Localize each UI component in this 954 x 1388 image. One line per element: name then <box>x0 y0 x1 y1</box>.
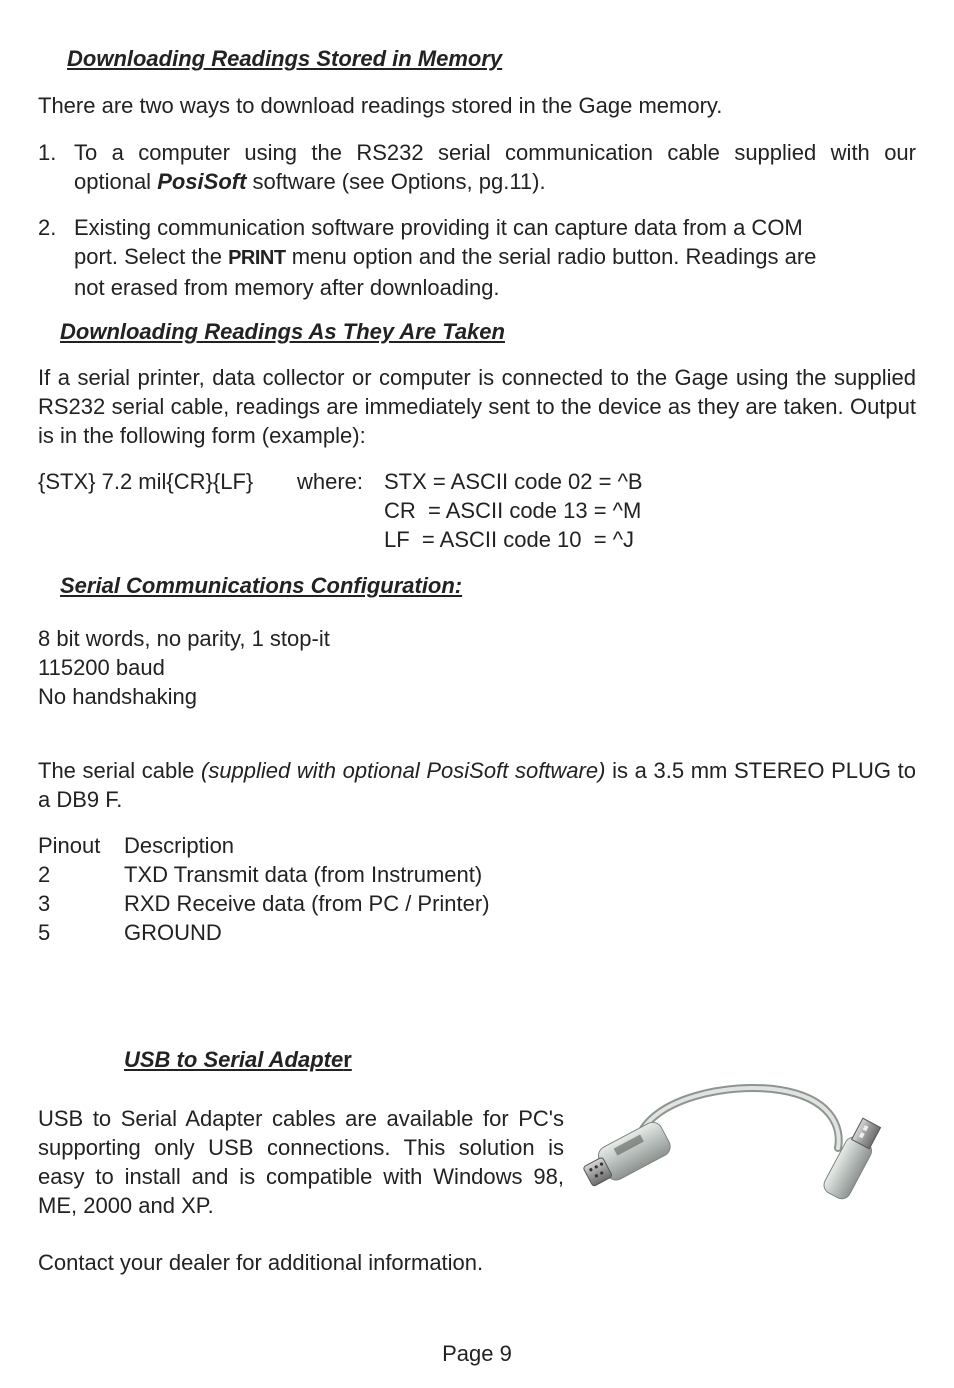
list-number: 2. <box>38 215 57 240</box>
heading-downloading-stored: Downloading Readings Stored in Memory <box>67 46 503 71</box>
italic-note: (supplied with optional PosiSoft software) <box>201 758 606 783</box>
pinout-table <box>0 831 954 951</box>
print-keyword: PRINT <box>228 247 286 269</box>
heading-text: USB to Serial Adapte <box>124 1047 344 1072</box>
code-line: CR = ASCII code 13 = ^M <box>384 498 642 523</box>
list-line <box>74 167 916 196</box>
contact-text: Contact your dealer for additional information. <box>38 1250 484 1275</box>
pin-description: TXD Transmit data (from Instrument) <box>124 862 483 887</box>
code-line: STX = ASCII code 02 = ^B <box>384 469 643 494</box>
heading-downloading-taken: Downloading Readings As They Are Taken <box>60 319 505 344</box>
list-item-text <box>74 138 916 196</box>
text-span: port. Select the <box>74 244 229 269</box>
list-line: Existing communication software providing it can capture data from a COM <box>74 215 803 240</box>
code-line: LF = ASCII code 10 = ^J <box>384 527 635 552</box>
text-span: is a 3.5 mm STEREO PLUG to a DB9 F. <box>38 758 916 812</box>
page-number: Page 9 <box>442 1341 512 1366</box>
where-label: where: <box>297 469 364 494</box>
heading-usb-adapter <box>124 1045 352 1074</box>
brand-posisoft: PosiSoft <box>157 169 247 194</box>
list-line: not erased from memory after downloading. <box>74 275 500 300</box>
list-item-text <box>74 213 916 302</box>
text-span: menu option and the serial radio button. Readings are <box>285 244 817 269</box>
text-span: optional <box>74 169 158 194</box>
text-span: The serial cable <box>38 758 201 783</box>
list-line <box>74 242 916 273</box>
intro-text: There are two ways to download readings stored in the Gage memory. <box>38 93 723 118</box>
list-item-1 <box>0 138 954 198</box>
pinout-header: Pinout <box>38 833 101 858</box>
heading-text-end: r <box>343 1047 352 1072</box>
list-item-2 <box>0 213 954 303</box>
config-line: 115200 baud <box>38 655 165 680</box>
list-line: To a computer using the RS232 serial communication cable supplied with our <box>74 140 916 165</box>
config-line: 8 bit words, no parity, 1 stop-it <box>38 626 330 651</box>
text-span: software (see Options, pg.11). <box>246 169 546 194</box>
heading-serial-config: Serial Communications Configuration: <box>60 573 463 598</box>
body-paragraph: If a serial printer, data collector or computer is connected to the Gage using the supplied RS232 serial cable, readings are immediately sent to the device as they are taken. Output is in the following form (example): <box>38 365 916 448</box>
pin-description: GROUND <box>124 920 222 945</box>
pin-number: 5 <box>38 920 51 945</box>
usb-serial-cable-image <box>580 1078 902 1216</box>
description-header: Description <box>124 833 235 858</box>
pin-number: 2 <box>38 862 51 887</box>
pin-number: 3 <box>38 891 51 916</box>
pin-description: RXD Receive data (from PC / Printer) <box>124 891 490 916</box>
list-number: 1. <box>38 140 57 165</box>
usb-paragraph: USB to Serial Adapter cables are available for PC's supporting only USB connections. This solution is easy to install and is compatible with Windows 98, ME, 2000 and XP. <box>38 1106 564 1218</box>
output-example: {STX} 7.2 mil{CR}{LF} <box>38 469 254 494</box>
cable-paragraph <box>38 756 916 814</box>
config-line: No handshaking <box>38 684 198 709</box>
